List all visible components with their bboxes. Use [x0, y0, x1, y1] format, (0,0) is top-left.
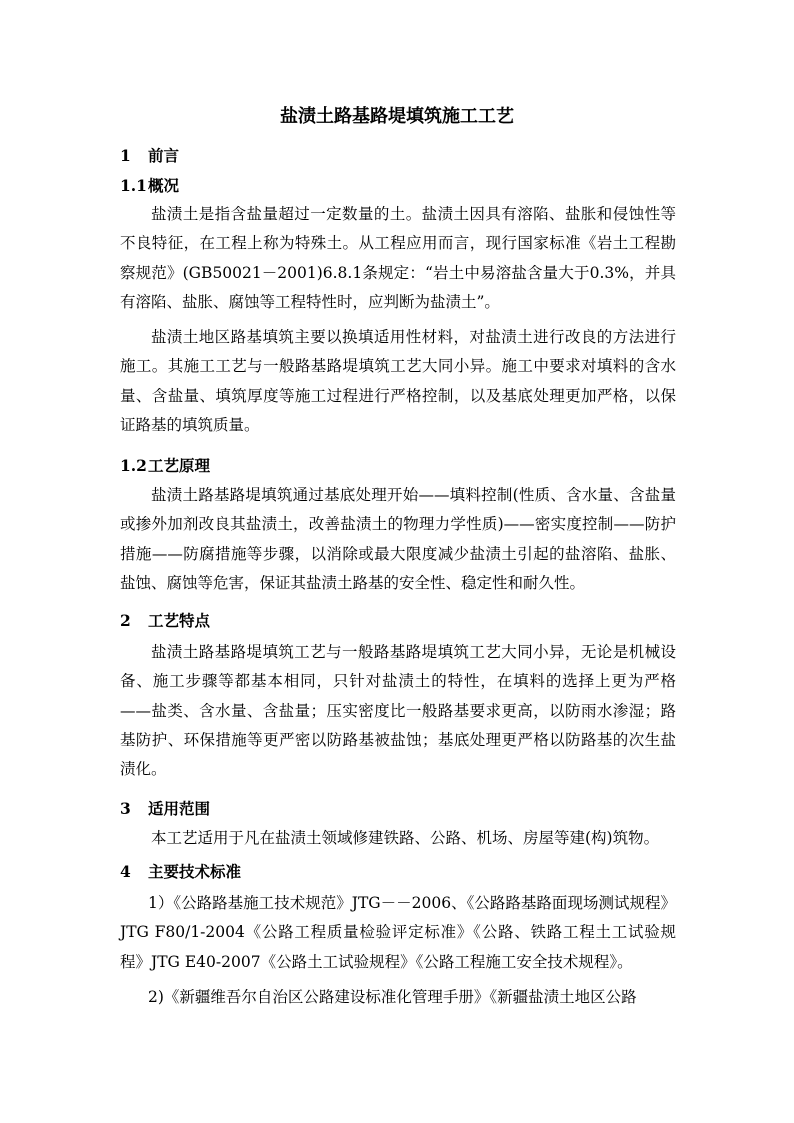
document-title: 盐渍土路基路堤填筑施工工艺	[280, 106, 514, 127]
section-title: 工艺原理	[148, 456, 211, 475]
paragraph-standards-1: 1）《公路路基施工技术规范》JTG－－2006、《公路路基路面现场测试规程》 JTG F80/1-2004《公路工程质量检验评定标准》《公路、铁路工程土工试验规程》JTG E40-2007《公路土工试验规程》《公路工程施工安全技术规程》。	[120, 894, 676, 971]
section-title: 前言	[148, 146, 180, 165]
paragraph-features: 盐渍土路基路堤填筑工艺与一般路基路堤填筑工艺大同小异，无论是机械设备、施工步骤等都基本相同，只针对盐渍土的特性，在填料的选择上更为严格——盐类、含水量、含盐量；压实密度比一般路基要求更高，以防雨水渗湿；路基防护、环保措施等更严密以防路基被盐蚀；基底处理更严格以防路基的次生盐渍化。	[120, 643, 676, 779]
section-number: 1	[120, 146, 131, 165]
section-number: 1.1	[120, 176, 147, 195]
section-number: 4	[120, 862, 131, 881]
section-heading-1	[120, 145, 179, 167]
section-number: 3	[120, 799, 131, 818]
paragraph-overview-2: 盐渍土地区路基填筑主要以换填适用性材料，对盐渍土进行改良的方法进行施工。其施工工艺与一般路基路堤填筑工艺大同小异。施工中要求对填料的含水量、含盐量、填筑厚度等施工过程进行严格控制，以及基底处理更加严格，以保证路基的填筑质量。	[120, 328, 676, 434]
section-heading-2	[120, 610, 210, 632]
paragraph-overview-1: 盐渍土是指含盐量超过一定数量的土。盐渍土因具有溶陷、盐胀和侵蚀性等不良特征，在工程上称为特殊土。从工程应用而言，现行国家标准《岩土工程勘察规范》(GB50021－2001)6.8.1条规定：“岩土中易溶盐含量大于0.3%，并具有溶陷、盐胀、腐蚀等工程特性时，应判断为盐渍土”。	[120, 205, 676, 311]
paragraph-principle: 盐渍土路基路堤填筑通过基底处理开始——填料控制(性质、含水量、含盐量或掺外加剂改良其盐渍土，改善盐渍土的物理力学性质)——密实度控制——防护措施——防腐措施等步骤，以消除或最大限度减少盐渍土引起的盐溶陷、盐胀、盐蚀、腐蚀等危害，保证其盐渍土路基的安全性、稳定性和耐久性。	[120, 486, 676, 592]
section-number: 1.2	[120, 456, 147, 475]
section-number: 2	[120, 611, 131, 630]
section-heading-1-1	[120, 175, 179, 197]
section-heading-1-2	[120, 455, 210, 477]
section-title: 主要技术标准	[148, 862, 242, 881]
paragraph-scope: 本工艺适用于凡在盐渍土领域修建铁路、公路、机场、房屋等建(构)筑物。	[151, 829, 660, 847]
section-heading-4	[120, 861, 241, 883]
paragraph-standards-2: 2)《新疆维吾尔自治区公路建设标准化管理手册》《新疆盐渍土地区公路	[148, 988, 637, 1006]
section-title: 适用范围	[148, 799, 211, 818]
section-title: 工艺特点	[148, 611, 211, 630]
section-title: 概况	[148, 176, 180, 195]
section-heading-3	[120, 798, 210, 820]
